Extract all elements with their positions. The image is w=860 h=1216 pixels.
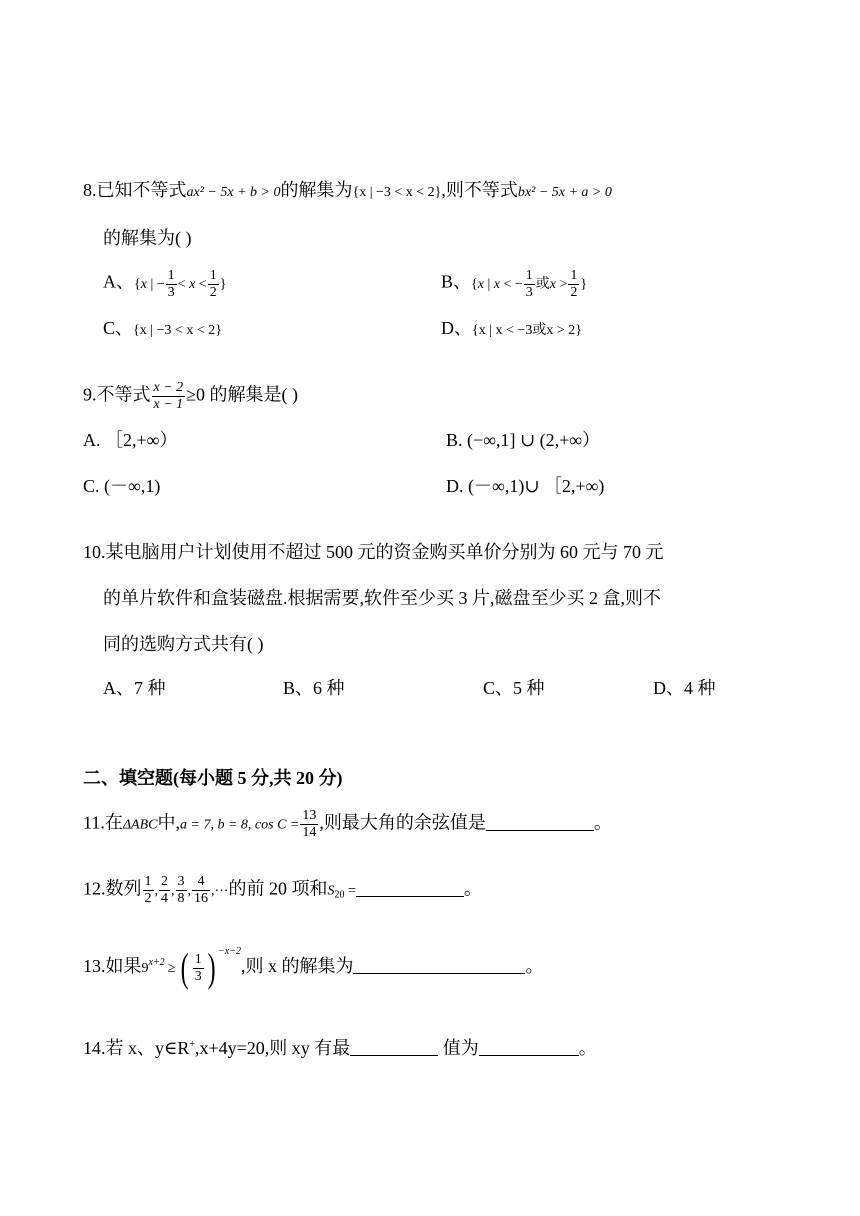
q13-base-exponent: x+2 — [148, 957, 165, 969]
q10-line2: 的单片软件和盒装磁盘.根据需要,软件至少买 3 片,磁盘至少买 2 盒,则不 — [103, 588, 661, 608]
q13-suffix: ,则 x 的解集为 — [240, 956, 354, 977]
q12-line: 12.数列 $\frac{1}{2}$ , $\frac{2}{4}$ , $\frac{3}{8}$ , $\frac{4}{16}$ ,⋯的前 20 项和$S_{20}$ = 。 — [83, 874, 482, 906]
q13-answer-blank[interactable] — [353, 955, 525, 974]
q13-outer-exponent: −x−2 — [218, 946, 241, 958]
q12-fraction-2-num: 2 — [161, 874, 168, 889]
q13-fraction-denominator: 3 — [194, 968, 202, 984]
q10-option-d: D、4 种 — [653, 678, 716, 698]
q9-option-b-label: B. — [446, 430, 463, 450]
q11-suffix: ,则最大角的余弦值是 — [319, 812, 486, 833]
q13-fraction-numerator: 1 — [194, 951, 202, 967]
q14-prefix: 14.若 x、y∈R — [83, 1038, 190, 1058]
q8-option-d-value: {x | x < −3或x > 2} — [472, 323, 582, 338]
q8-option-b-label: B、 — [441, 271, 472, 292]
q9-stem — [83, 380, 298, 413]
q8-inequality-1: ax² − 5x + b > 0 — [186, 185, 281, 200]
q14-line — [83, 1036, 597, 1060]
q8-line1 — [83, 178, 612, 205]
q14-end: 。 — [578, 1038, 597, 1058]
q8-option-a-value: {x | − $\frac{1}{3}$ < x < $\frac{1}{2}$ } — [134, 268, 227, 300]
q9-fraction-numerator: x − 2 — [153, 380, 184, 395]
q12-sum-subscript: 20 — [334, 889, 345, 901]
q13-base: 9 — [141, 961, 149, 977]
q12-fraction-4-num: 4 — [192, 874, 210, 891]
q12-fraction-2-den: 4 — [161, 891, 168, 906]
q12-ellipsis: ,⋯ — [211, 883, 229, 899]
q9-option-b — [446, 428, 600, 452]
q12-prefix: 12.数列 — [83, 878, 142, 899]
q8-option-c-label: C、 — [103, 318, 134, 338]
q14-answer-blank-2[interactable] — [479, 1037, 579, 1056]
q12-sum-symbol: S — [327, 883, 335, 899]
q9-fraction-denominator: x − 1 — [153, 397, 184, 412]
q10-line1: 10.某电脑用户计划使用不超过 500 元的资金购买单价分别为 60 元与 70 元 — [83, 542, 664, 562]
q11-mid: 中, — [157, 812, 181, 833]
q11-end: 。 — [593, 812, 612, 833]
q12-fraction-4 — [192, 874, 210, 907]
q12-fraction-3 — [176, 874, 187, 907]
q8-option-c — [103, 316, 222, 343]
q13-right-paren: ) — [207, 945, 216, 990]
q13-end: 。 — [525, 956, 544, 977]
q11-line — [83, 808, 612, 841]
q8-mid-text: 的解集为 — [280, 180, 353, 200]
q12-answer-blank[interactable] — [356, 878, 464, 897]
q12-fraction-1-den: 2 — [144, 891, 152, 906]
section-2-title: 二、填空题(每小题 5 分,共 20 分) — [83, 768, 343, 788]
q8-set-1: {x | −3 < x < 2} — [352, 185, 442, 200]
q11-fraction — [300, 808, 318, 841]
q9-prefix: 9.不等式 — [83, 384, 151, 405]
q14-condition: ,x+4y=20,则 xy 有最 — [194, 1038, 351, 1058]
q9-fraction — [152, 380, 186, 413]
q8-option-b — [441, 268, 587, 301]
q10-line3: 同的选购方式共有( ) — [103, 634, 264, 654]
q11-fraction-numerator: 13 — [302, 808, 317, 823]
q9-option-b-value: (−∞,1] ∪ (2,+∞） — [467, 430, 601, 450]
q12-mid: 的前 20 项和 — [228, 878, 328, 899]
q13-left-paren: ( — [181, 945, 190, 990]
q12-fraction-3-num: 3 — [177, 874, 185, 889]
q12-fraction-1-num: 1 — [144, 874, 152, 889]
q8-option-c-value: {x | −3 < x < 2} — [133, 323, 222, 338]
q10-option-b: B、6 种 — [283, 678, 345, 698]
q8-option-d — [441, 316, 582, 343]
q8-option-a-label: A、 — [103, 271, 134, 292]
q11-answer-blank[interactable] — [486, 812, 594, 831]
q13-geq: ≥ — [167, 961, 176, 977]
q12-fraction-3-den: 8 — [177, 891, 185, 906]
q8-option-d-label: D、 — [441, 318, 472, 338]
q12-fraction-4-den: 16 — [194, 891, 208, 906]
q9-option-d: D. (－∞,1)∪ ［2,+∞) — [446, 476, 605, 496]
q10-option-a: A、7 种 — [103, 678, 166, 698]
q12-fraction-2 — [159, 874, 170, 907]
q12-end: 。 — [463, 878, 482, 899]
q12-equals: = — [344, 883, 356, 899]
q11-condition: a = 7, b = 8, cos C = — [180, 817, 300, 833]
q11-triangle: ΔABC — [122, 817, 158, 833]
q13-prefix: 13.如果 — [83, 956, 142, 977]
q14-answer-blank-1[interactable] — [350, 1037, 438, 1056]
q8-option-b-value: {x | x < − $\frac{1}{3}$ 或x > $\frac{1}{2}$ } — [471, 268, 588, 300]
q8-option-a — [103, 268, 226, 301]
q8-line2: 的解集为( ) — [103, 228, 192, 248]
q9-option-c: C. (－∞,1) — [83, 476, 161, 496]
q13-line — [83, 945, 544, 990]
q8-mid-text-2: ,则不等式 — [441, 180, 518, 200]
q9-suffix: ≥0 的解集是( ) — [186, 384, 299, 405]
q9-option-a: A. ［2,+∞） — [83, 430, 178, 450]
q14-mid: 值为 — [438, 1038, 479, 1058]
q8-inequality-2: bx² − 5x + a > 0 — [517, 185, 612, 200]
q11-prefix: 11.在 — [83, 812, 123, 833]
q10-option-c: C、5 种 — [483, 678, 545, 698]
q8-prefix: 8.已知不等式 — [83, 180, 187, 200]
q11-fraction-denominator: 14 — [302, 825, 317, 840]
q14-plus-superscript: + — [189, 1039, 195, 1050]
q12-fraction-1 — [143, 874, 154, 907]
q13-fraction — [193, 952, 204, 985]
